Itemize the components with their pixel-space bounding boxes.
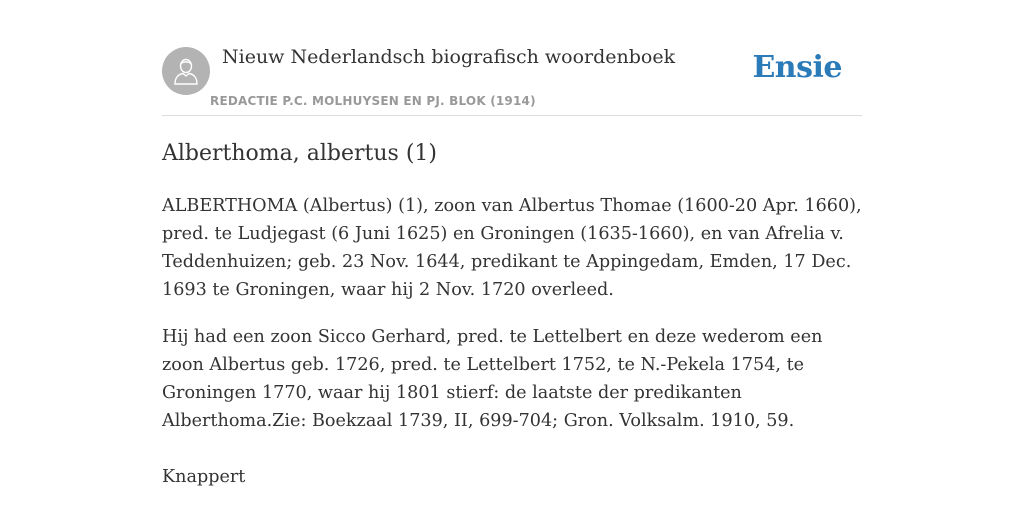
entry-author: Knappert [162,467,246,487]
entry-paragraph-2: Hij had een zoon Sicco Gerhard, pred. te Lettelbert en deze wederom een zoon Albertus geb. 1726, pred. te Lettelbert 1752, te N.-Pekela 1754, te Groningen 1770, waar hij 1801 stierf: de laatste der predikanten Alberthoma.Zie: Boekzaal 1739, II, 699-704; Gron. Volksalm. 1910, 59. [162,327,823,431]
book-editors: REDACTIE P.C. MOLHUYSEN EN PJ. BLOK (1914) [210,94,536,108]
avatar[interactable] [162,47,210,95]
user-silhouette-icon [173,57,199,85]
entry-title: Alberthoma, albertus (1) [162,141,437,166]
book-header [162,0,862,116]
brand-logo[interactable]: Ensie [752,50,842,85]
book-title[interactable]: Nieuw Nederlandsch biografisch woordenboek [222,46,676,68]
page-container [162,0,862,487]
entry-paragraph-1: ALBERTHOMA (Albertus) (1), zoon van Albertus Thomae (1600-20 Apr. 1660), pred. te Ludjegast (6 Juni 1625) en Groningen (1635-1660), en van Afrelia v. Teddenhuizen; geb. 23 Nov. 1644, predikant te Appingedam, Emden, 17 Dec. 1693 te Groningen, waar hij 2 Nov. 1720 overleed. [162,196,862,300]
